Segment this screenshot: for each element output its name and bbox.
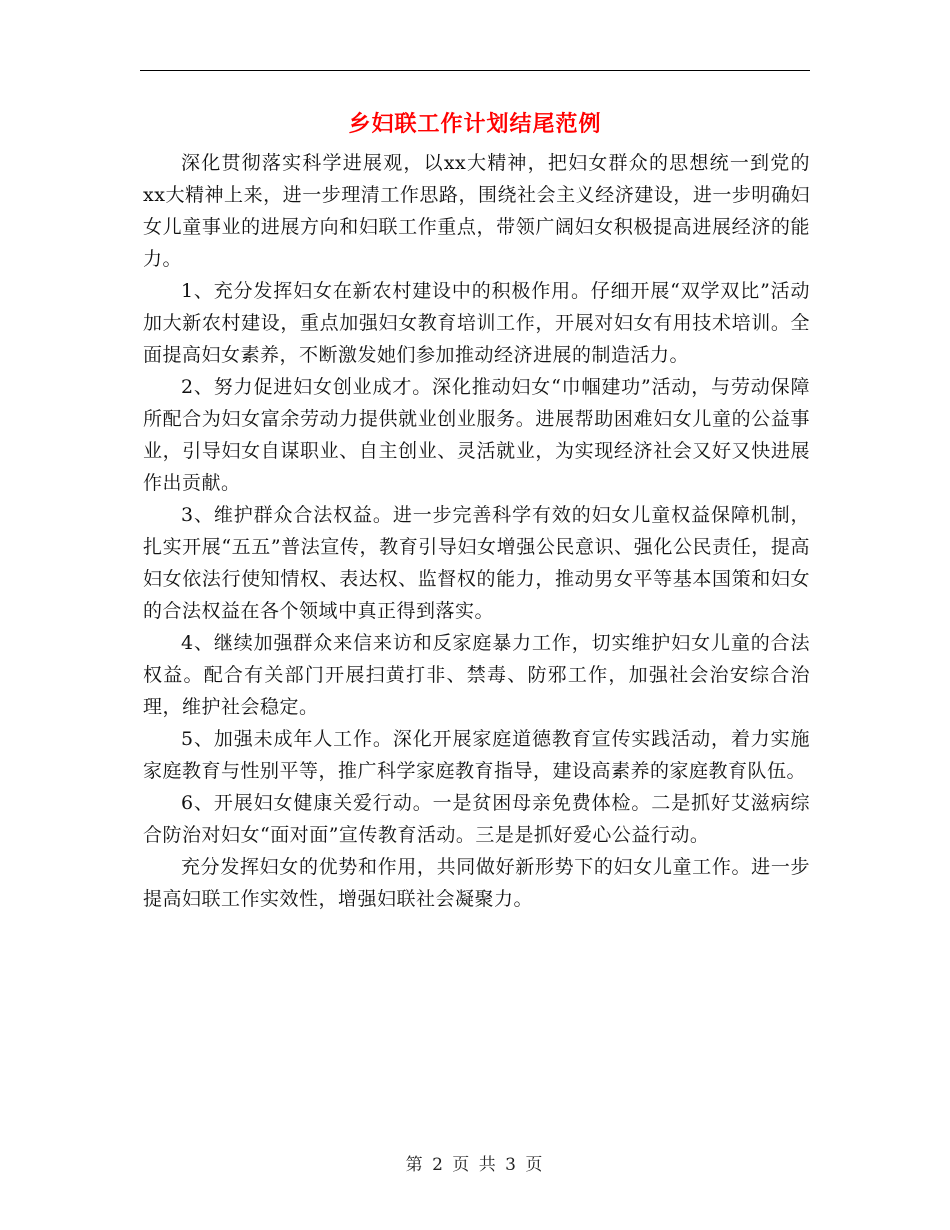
paragraph-conclusion: 充分发挥妇女的优势和作用，共同做好新形势下的妇女儿童工作。进一步提高妇联工作实效性，增强妇联社会凝聚力。 (143, 856, 810, 910)
document-title: 乡妇联工作计划结尾范例 (348, 111, 602, 137)
paragraph-item-4: 4、继续加强群众来信来访和反家庭暴力工作，切实维护妇女儿童的合法权益。配合有关部门开展扫黄打非、禁毒、防邪工作，加强社会治安综合治理，维护社会稳定。 (143, 632, 810, 718)
paragraph-item-3: 3、维护群众合法权益。进一步完善科学有效的妇女儿童权益保障机制，扎实开展“五五”普法宣传，教育引导妇女增强公民意识、强化公民责任，提高妇女依法行使知情权、表达权、监督权的能力，推动男女平等基本国策和妇女的合法权益在各个领域中真正得到落实。 (143, 504, 810, 622)
paragraph-item-6: 6、开展妇女健康关爱行动。一是贫困母亲免费体检。二是抓好艾滋病综合防治对妇女“面对面”宣传教育活动。三是是抓好爱心公益行动。 (143, 792, 810, 846)
header-rule (140, 70, 810, 71)
paragraph-intro: 深化贯彻落实科学进展观，以xx大精神，把妇女群众的思想统一到党的xx大精神上来，进一步理清工作思路，围绕社会主义经济建设，进一步明确妇女儿童事业的进展方向和妇联工作重点，带领广阔妇女积极提高进展经济的能力。 (143, 152, 810, 270)
page-number-footer: 第 2 页 共 3 页 (405, 1155, 545, 1175)
paragraph-item-2: 2、努力促进妇女创业成才。深化推动妇女“巾帼建功”活动，与劳动保障所配合为妇女富余劳动力提供就业创业服务。进展帮助困难妇女儿童的公益事业，引导妇女自谋职业、自主创业、灵活就业，为实现经济社会又好又快进展作出贡献。 (143, 376, 810, 494)
paragraph-item-1: 1、充分发挥妇女在新农村建设中的积极作用。仔细开展“双学双比”活动加大新农村建设，重点加强妇女教育培训工作，开展对妇女有用技术培训。全面提高妇女素养，不断激发她们参加推动经济进展的制造活力。 (143, 280, 810, 366)
document-body (143, 147, 810, 915)
paragraph-item-5: 5、加强未成年人工作。深化开展家庭道德教育宣传实践活动，着力实施家庭教育与性别平等，推广科学家庭教育指导，建设高素养的家庭教育队伍。 (143, 728, 810, 782)
